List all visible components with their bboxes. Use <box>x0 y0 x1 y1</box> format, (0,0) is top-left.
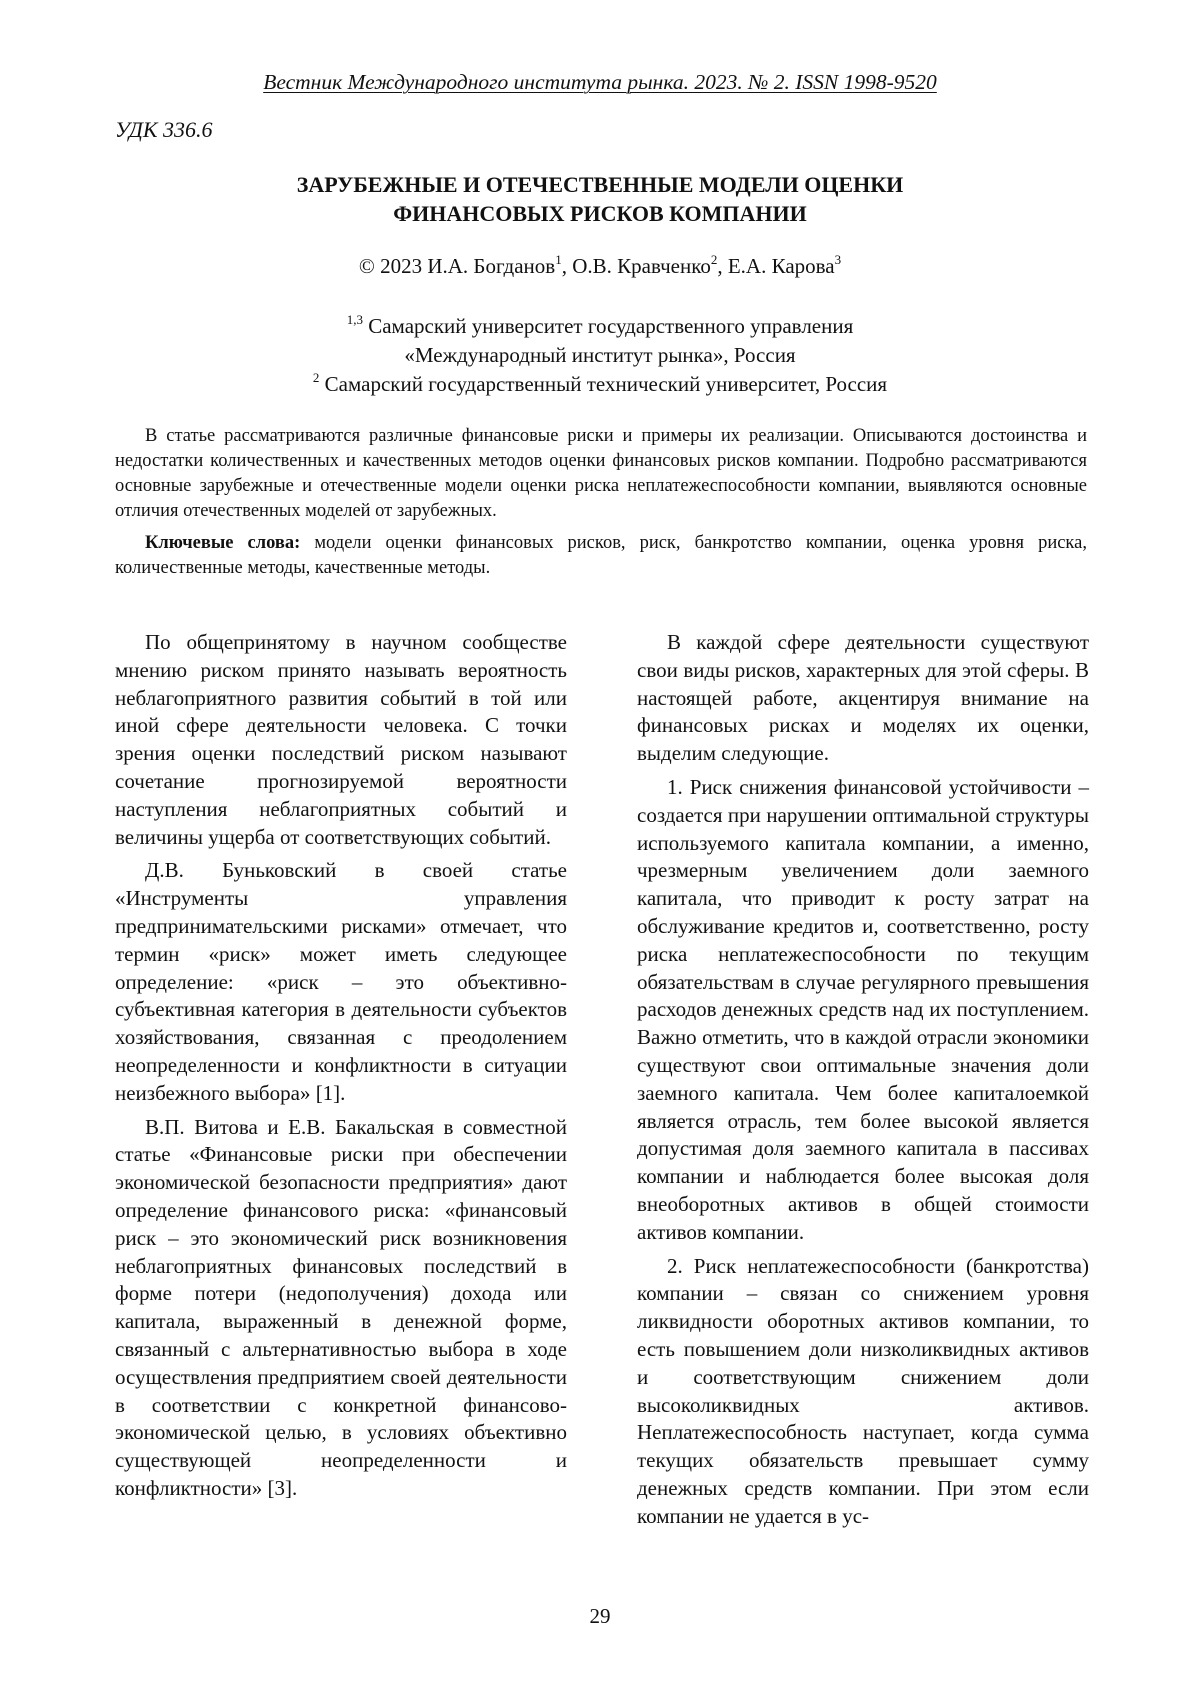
article-title <box>0 170 1200 228</box>
affiliations <box>0 312 1200 399</box>
paragraph: Д.В. Буньковский в своей статье «Инструменты управления предпринимательскими рисками» отмечает, что термин «риск» может иметь следующее определение: «риск – это объективно-субъективная категория в деятельности субъектов хозяйствования, связанная с преодолением неопределенности и конфликтности в ситуации неизбежного выбора» [1]. <box>115 858 567 1105</box>
author-name: И.А. Богданов <box>427 254 556 278</box>
author-name: О.В. Кравченко <box>572 254 711 278</box>
affiliation-line: «Международный институт рынка», Россия <box>404 343 796 367</box>
author-affiliation-mark: 1 <box>555 252 562 267</box>
udk-code: УДК 336.6 <box>115 117 213 142</box>
paragraph: В каждой сфере деятельности существуют свои виды рисков, характерных для этой сферы. В настоящей работе, акцентируя внимание на финансовых рисках и моделях их оценки, выделим следующие. <box>637 630 1089 766</box>
author-separator: , <box>561 254 573 278</box>
keywords-label: Ключевые слова: <box>145 533 301 553</box>
affiliation-mark: 1,3 <box>346 312 363 327</box>
paragraph: 2. Риск неплатежеспособности (банкротства) компании – связан со снижением уровня ликвидности оборотных активов компании, то есть повышением доли низколиквидных активов и соответствующим снижением доли высоколиквидных активов. Неплатежеспособность наступает, когда сумма текущих обязательств превышает сумму денежных средств компании. При этом если компании не удается в ус- <box>637 1253 1089 1528</box>
title-line: ЗАРУБЕЖНЫЕ И ОТЕЧЕСТВЕННЫЕ МОДЕЛИ ОЦЕНКИ <box>296 172 904 197</box>
affiliation-mark: 2 <box>312 370 320 385</box>
affiliation-line: $^{1,3}$ Самарский университет государственного управления <box>346 312 854 338</box>
author-affiliation-mark: 3 <box>834 252 842 267</box>
page-number: 29 <box>589 1604 611 1628</box>
paragraph: 1. Риск снижения финансовой устойчивости – создается при нарушении оптимальной структуры используемого капитала компании, а именно, чрезмерным увеличением доли заемного капитала, что приводит к росту затрат на обслуживание кредитов и, соответственно, росту риска неплатежеспособности по текущим обязательствам в случае регулярного превышения расходов денежных средств над их поступлением. Важно отметить, что в каждой отрасли экономики существуют свои оптимальные значения доли заемного капитала. Чем более капиталоемкой является отрасль, тем более высокой является допустимая доля заемного капитала в пассивах компании и наблюдается более высокая доля внеоборотных активов в общей стоимости активов компании. <box>637 774 1089 1244</box>
paragraph: В.П. Витова и Е.В. Бакальская в совместной статье «Финансовые риски при обеспечении экономической безопасности предприятия» дают определение финансового риска: «финансовый риск – это экономический риск возникновения неблагоприятных финансовых последствий в форме потери (недополучения) дохода или капитала, выраженный в денежной форме, связанный с альтернативностью выбора в ходе осуществления предприятием своей деятельности в соответствии с конкретной финансово-экономической целью, в условиях объективно существующей неопределенности и конфликтности» [3]. <box>115 1114 567 1500</box>
left-column <box>115 629 567 1509</box>
abstract <box>115 424 1087 581</box>
affiliation-line: $^2$ Самарский государственный технический университет, Россия <box>312 370 888 396</box>
abstract-text: В статье рассматриваются различные финансовые риски и примеры их реализации. Описываются достоинства и недостатки количественных и качественных методов оценки финансовых рисков компании. Подробно рассматриваются основные зарубежные и отечественные модели оценки риска неплатежеспособности компании, выявляются основные отличия отечественных моделей от зарубежных. <box>115 426 1087 521</box>
keywords-text: модели оценки финансовых рисков, риск, банкротство компании, оценка уровня риска, количественные методы, качественные методы. <box>115 533 1087 578</box>
author-separator: , <box>717 254 728 278</box>
title-line: ФИНАНСОВЫХ РИСКОВ КОМПАНИИ <box>393 201 807 226</box>
author-name: Е.А. Карова <box>727 254 835 278</box>
copyright-year: © 2023 <box>358 254 428 278</box>
paragraph: По общепринятому в научном сообществе мнению риском принято называть вероятность неблагоприятного развития событий в той или иной сфере деятельности человека. С точки зрения оценки последствий риском называют сочетание прогнозируемой вероятности наступления неблагоприятных событий и величины ущерба от соответствующих событий. <box>115 630 567 849</box>
keywords <box>115 531 1087 581</box>
journal-header: Вестник Международного института рынка. 2023. № 2. ISSN 1998-9520 <box>263 70 937 94</box>
right-column <box>637 629 1089 1537</box>
author-affiliation-mark: 2 <box>710 252 718 267</box>
author-list <box>0 254 1200 279</box>
